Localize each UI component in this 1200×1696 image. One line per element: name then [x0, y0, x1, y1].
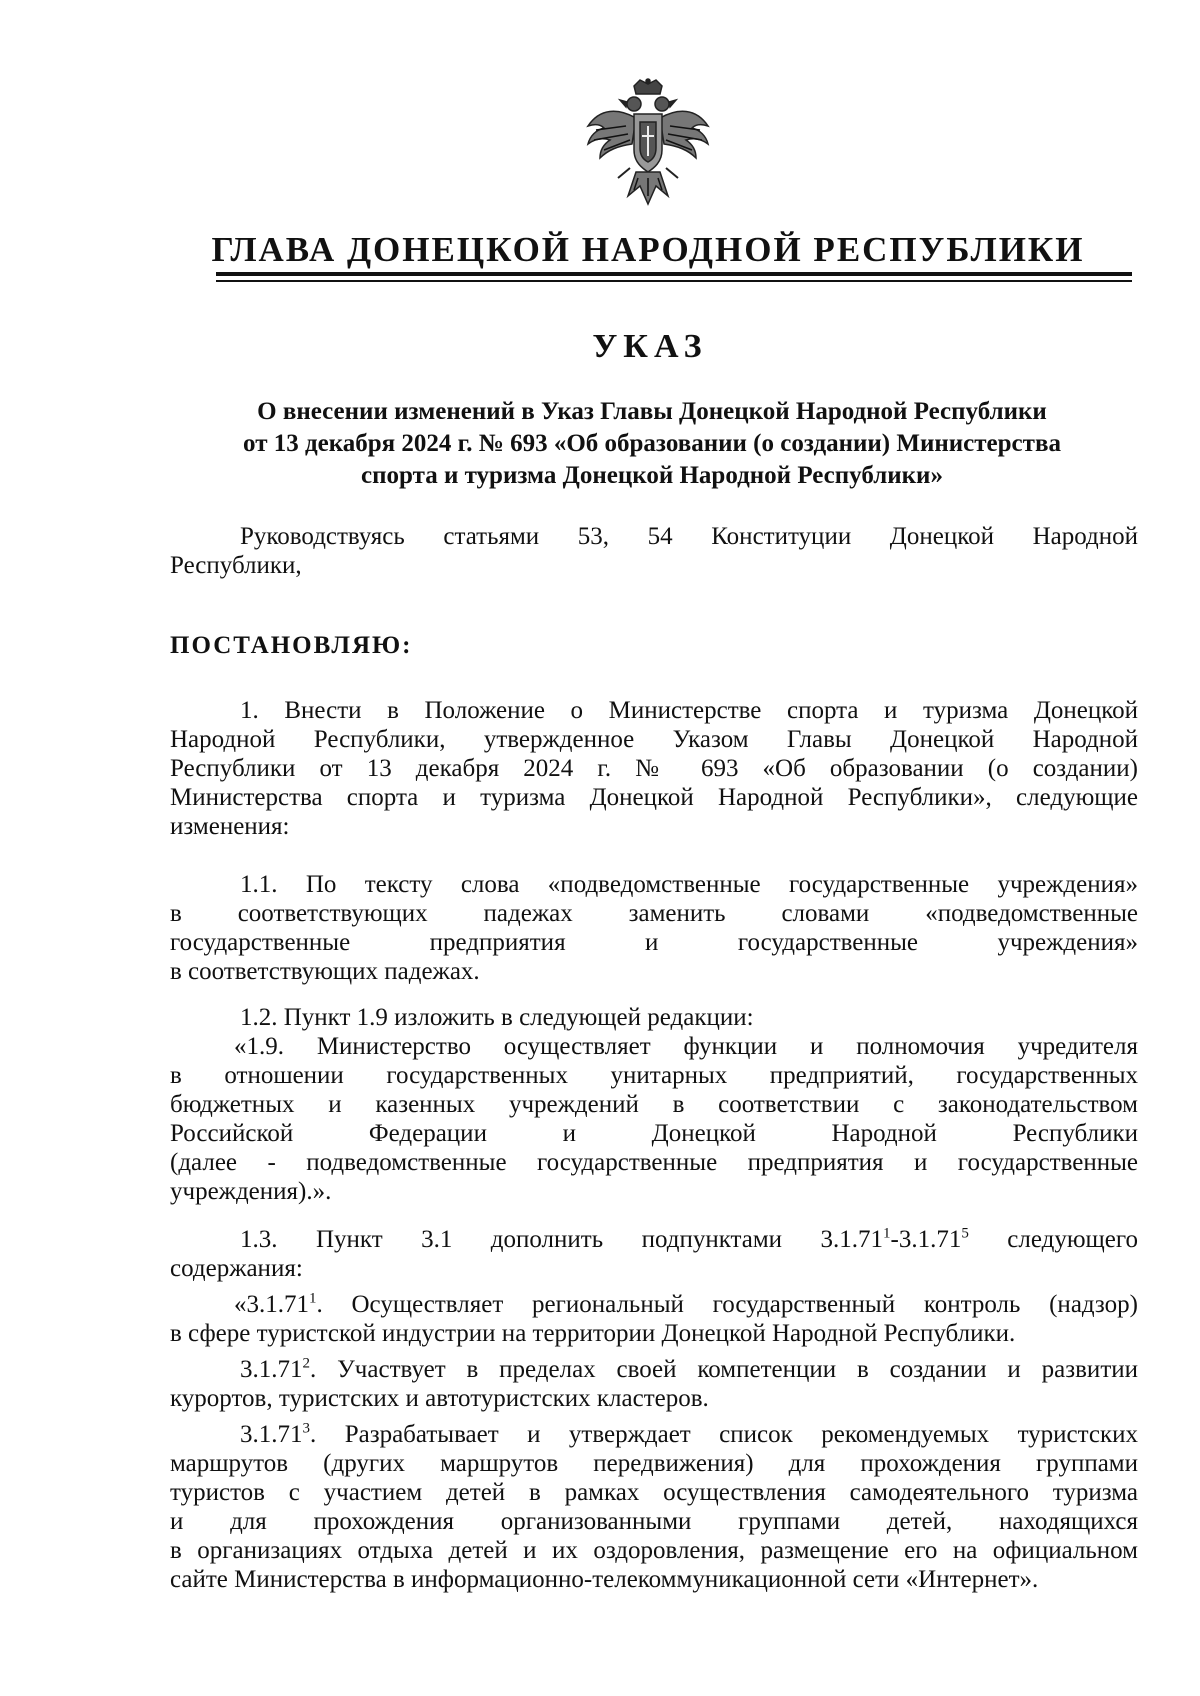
preamble-line: Республики,: [170, 552, 302, 579]
word: подпунктами: [641, 1226, 783, 1253]
paragraph-1: [170, 696, 1138, 841]
quoted-clause-1-9: [170, 1032, 1138, 1206]
title-line: О внесении изменений в Указ Главы Донецкой Народной Республики: [257, 398, 1047, 425]
word: дополнить: [490, 1226, 604, 1253]
word: 3.1: [421, 1226, 453, 1253]
paragraph-line: «3.1.71$^1$. Осуществляет региональный государственный контроль (надзор): [234, 1290, 1138, 1318]
subpoint-range: 3.1.71$^1$-3.1.71$^5$: [820, 1225, 969, 1253]
document-title: [180, 396, 1124, 492]
paragraph-line: маршрутов (других маршрутов передвижения) для прохождения группами: [170, 1450, 1138, 1477]
title-line: спорта и туризма Донецкой Народной Республики»: [361, 462, 943, 489]
paragraph-line: курортов, туристских и автотуристских кластеров.: [170, 1385, 709, 1412]
subpoint-2: [170, 1355, 1138, 1413]
subpoint-1: [170, 1290, 1138, 1348]
paragraph-line: сайте Министерства в информационно-телекоммуникационной сети «Интернет».: [170, 1566, 1039, 1593]
paragraph-line: 3.1.71$^3$. Разрабатывает и утверждает список рекомендуемых туристских: [240, 1420, 1138, 1448]
paragraph-line: «1.9. Министерство осуществляет функции и полномочия учредителя: [234, 1033, 1138, 1060]
title-line: от 13 декабря 2024 г. № 693 «Об образовании (о создании) Министерства: [243, 430, 1061, 457]
paragraph-line: Российской Федерации и Донецкой Народной Республики: [170, 1120, 1138, 1147]
word: 1.3. Пункт: [240, 1226, 383, 1253]
paragraph-line: 3.1.71$^2$. Участвует в пределах своей компетенции в создании и развитии: [240, 1355, 1138, 1383]
paragraph-line: туристов с участием детей в рамках осуществления самодеятельного туризма: [170, 1479, 1138, 1506]
paragraph-line: бюджетных и казенных учреждений в соответствии с законодательством: [170, 1091, 1138, 1118]
paragraph-line: в организациях отдыха детей и их оздоровления, размещение его на официальном: [170, 1537, 1138, 1564]
paragraph-line: государственные предприятия и государственные учреждения»: [170, 929, 1138, 956]
paragraph-line: в отношении государственных унитарных предприятий, государственных: [170, 1062, 1138, 1089]
issuing-authority: ГЛАВА ДОНЕЦКОЙ НАРОДНОЙ РЕСПУБЛИКИ: [211, 230, 1085, 269]
paragraph-line: и для прохождения организованными группами детей, находящихся: [170, 1508, 1138, 1535]
paragraph-line: Народной Республики, утвержденное Указом Главы Донецкой Народной: [170, 726, 1138, 753]
preamble-line: Руководствуясь статьями 53, 54 Конституции Донецкой Народной: [240, 523, 1138, 550]
paragraph-line: (далее - подведомственные государственные предприятия и государственные: [170, 1149, 1138, 1176]
header-rule-thin: [216, 280, 1132, 282]
paragraph-1-1: [170, 870, 1138, 986]
paragraph-line: изменения:: [170, 813, 290, 840]
paragraph-line: содержания:: [170, 1255, 303, 1282]
paragraph-line: в сфере туристской индустрии на территории Донецкой Народной Республики.: [170, 1320, 1016, 1347]
paragraph-1-3: [170, 1225, 1138, 1283]
paragraph-line: учреждения).».: [170, 1178, 332, 1205]
subpoint-3: [170, 1420, 1138, 1594]
paragraph-line: 1.1. По тексту слова «подведомственные государственные учреждения»: [240, 871, 1138, 898]
paragraph-line: 1.2. Пункт 1.9 изложить в следующей редакции:: [240, 1004, 754, 1031]
paragraph-line: [170, 1225, 1138, 1254]
paragraph-line: 1. Внести в Положение о Министерстве спорта и туризма Донецкой: [240, 697, 1138, 724]
coat-of-arms-icon: [578, 78, 718, 218]
paragraph-line: Республики от 13 декабря 2024 г. № 693 «Об образовании (о создании): [170, 755, 1138, 782]
decree-heading: ПОСТАНОВЛЯЮ:: [170, 632, 413, 659]
preamble: [170, 522, 1138, 580]
word: следующего: [1007, 1226, 1139, 1253]
paragraph-line: в соответствующих падежах.: [170, 958, 480, 985]
paragraph-line: в соответствующих падежах заменить словами «подведомственные: [170, 900, 1138, 927]
paragraph-1-2: [170, 1003, 1138, 1032]
header-rule-thick: [216, 272, 1132, 276]
document-type: УКАЗ: [592, 328, 708, 365]
paragraph-line: Министерства спорта и туризма Донецкой Народной Республики», следующие: [170, 784, 1138, 811]
